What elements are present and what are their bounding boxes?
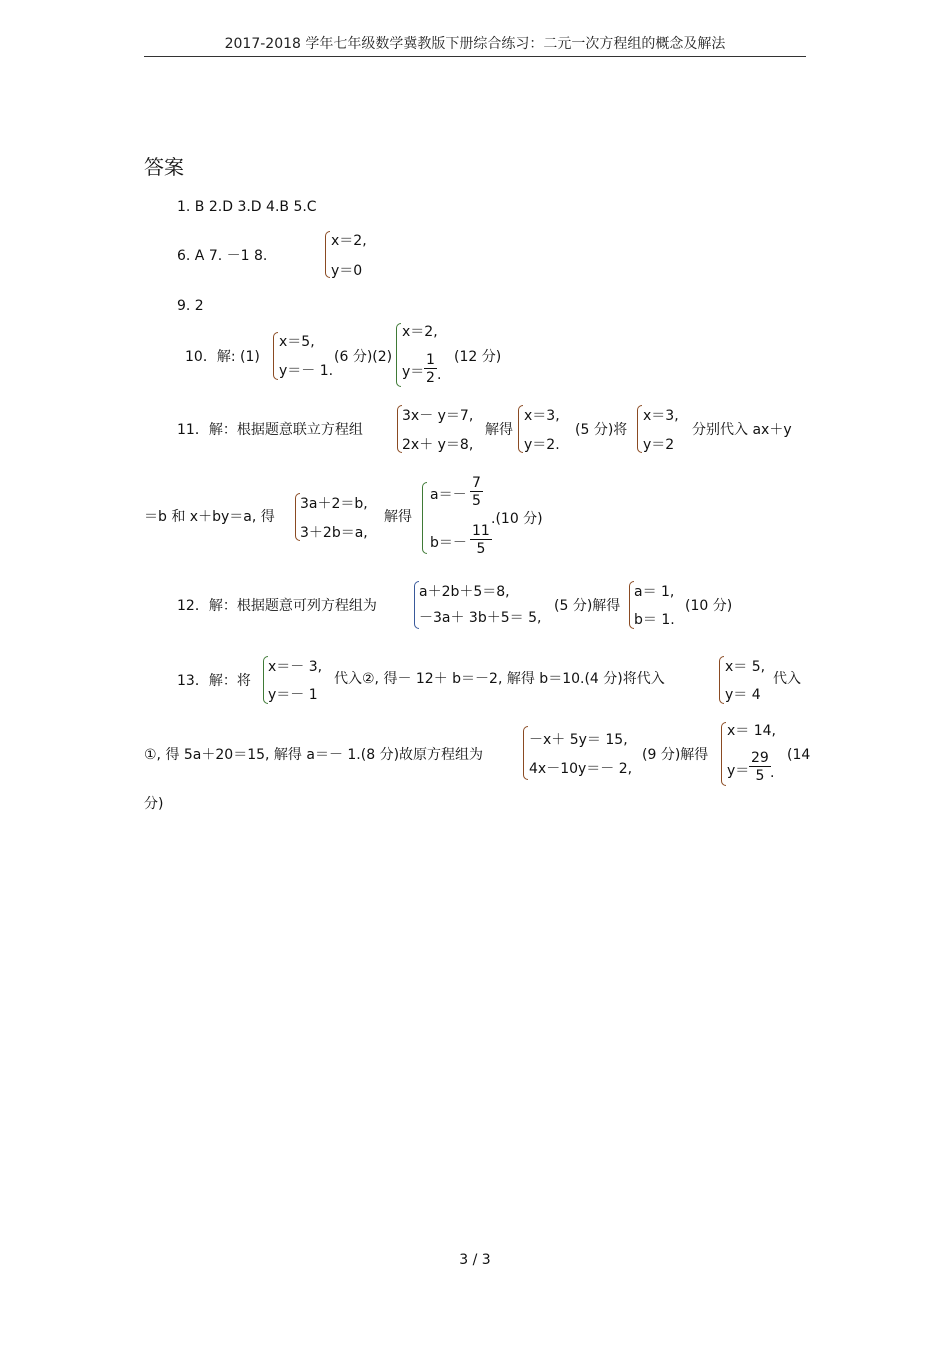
system-brace: [523, 726, 528, 780]
answer-13-score-b-end: 分): [144, 796, 164, 812]
answer-13-cont: ①, 得 5a＋20＝15, 解得 a＝－ 1.(8 分)故原方程组为: [144, 747, 484, 763]
header-divider: [144, 56, 806, 57]
answer-12-sol-b: b＝ 1.: [634, 612, 675, 628]
answer-11-solve: 解得: [485, 422, 513, 438]
system-brace: [325, 231, 330, 278]
fraction-numerator: 29: [751, 750, 769, 766]
answer-11-cont: ＝b 和 x＋by＝a, 得: [144, 509, 275, 525]
system-brace: [719, 656, 724, 704]
answer-12-eq1: a＋2b＋5＝8,: [419, 584, 510, 600]
fraction-twenty-nine-fifths: [749, 751, 771, 783]
answer-11-sol-x: x＝3,: [524, 408, 560, 424]
answer-13-score-b: (14: [787, 747, 811, 763]
answer-11-solve-2: 解得: [384, 509, 412, 525]
system-brace: [273, 332, 278, 380]
answer-11-sub-y: y＝2: [643, 437, 675, 453]
fraction-denominator: 5: [755, 768, 765, 784]
answer-12-score-a: (5 分)解得: [554, 598, 621, 614]
answer-11-a: a＝－: [430, 487, 467, 503]
answer-11-eq1: 3x－ y＝7,: [402, 408, 474, 424]
answer-12-intro: 12．解：根据题意可列方程组为: [177, 598, 377, 614]
answer-11-eq2: 2x＋ y＝8,: [402, 437, 474, 453]
answer-10-1-x: x＝5,: [279, 334, 315, 350]
fraction-numerator: 1: [426, 352, 435, 368]
answer-13-eq4: 4x－10y＝－ 2,: [529, 761, 633, 777]
answer-12-sol-a: a＝ 1,: [634, 584, 675, 600]
system-brace: [721, 722, 726, 786]
period: .: [437, 367, 442, 383]
answer-13-intro: 13．解：将: [177, 673, 251, 689]
period: .: [770, 765, 775, 781]
answer-11-score-b: .(10 分): [491, 511, 543, 527]
system-brace: [637, 405, 642, 453]
answer-10-intro: 10．解: (1): [185, 349, 260, 365]
answer-11-sol-y: y＝2.: [524, 437, 560, 453]
fraction-denominator: 5: [476, 541, 486, 557]
answer-11-substitute: 分别代入 ax＋y: [692, 422, 792, 438]
page-number: 3 / 3: [459, 1252, 491, 1268]
fraction-denominator: 2: [426, 370, 435, 386]
answer-13-eq3: －x＋ 5y＝ 15,: [529, 732, 628, 748]
answer-10-mid: (6 分)(2): [334, 349, 393, 365]
system-brace: [396, 323, 401, 387]
answer-11-intro: 11．解：根据题意联立方程组: [177, 422, 363, 438]
answers-6-8: 6. A 7. －1 8.: [177, 248, 268, 264]
fraction-numerator: 7: [472, 475, 481, 491]
answer-13-substitute-2: 代入: [773, 671, 801, 687]
fraction-one-half: [424, 353, 437, 385]
answer-12-score-b: (10 分): [685, 598, 733, 614]
answer-13-eq2: y＝－ 1: [268, 687, 318, 703]
answer-10-1-y: y＝－ 1.: [279, 363, 334, 379]
answer-12-eq2: －3a＋ 3b＋5＝ 5,: [419, 610, 542, 626]
system-brace: [518, 405, 523, 453]
document-header: 2017-2018 学年七年级数学冀教版下册综合练习：二元一次方程组的概念及解法: [224, 36, 726, 52]
answer-11-score-a: (5 分)将: [575, 422, 628, 438]
fraction-numerator: 11: [472, 523, 490, 539]
answers-1-5: 1. B 2.D 3.D 4.B 5.C: [177, 199, 317, 215]
answer-11-sub-x: x＝3,: [643, 408, 679, 424]
answer-11-eq3: 3a＋2＝b,: [300, 496, 368, 512]
answer-8-x: x＝2,: [331, 233, 367, 249]
answer-8-y: y＝0: [331, 263, 363, 279]
system-brace: [422, 482, 427, 554]
answer-13-sol-x-2: x＝ 14,: [727, 723, 776, 739]
fraction-eleven-fifths: [470, 524, 492, 556]
answer-11-b: b＝－: [430, 535, 467, 551]
answer-13-eq1: x＝－ 3,: [268, 659, 323, 675]
answer-13-substitute: 代入②, 得－ 12＋ b＝－2, 解得 b＝10.(4 分)将代入: [334, 671, 665, 687]
fraction-denominator: 5: [472, 493, 481, 509]
answer-13-sol-y-2: y＝: [727, 763, 750, 779]
answer-10-score: (12 分): [454, 349, 502, 365]
answer-title: 答案: [144, 155, 184, 179]
answer-9: 9. 2: [177, 298, 204, 314]
answer-10-2-x: x＝2,: [402, 324, 438, 340]
answer-11-eq4: 3＋2b＝a,: [300, 525, 368, 541]
answer-13-sol-x: x＝ 5,: [725, 659, 766, 675]
fraction-seven-fifths: [470, 476, 483, 508]
answer-13-sol-y: y＝ 4: [725, 687, 761, 703]
answer-10-2-y: y＝: [402, 364, 425, 380]
answer-13-score-a: (9 分)解得: [642, 747, 709, 763]
